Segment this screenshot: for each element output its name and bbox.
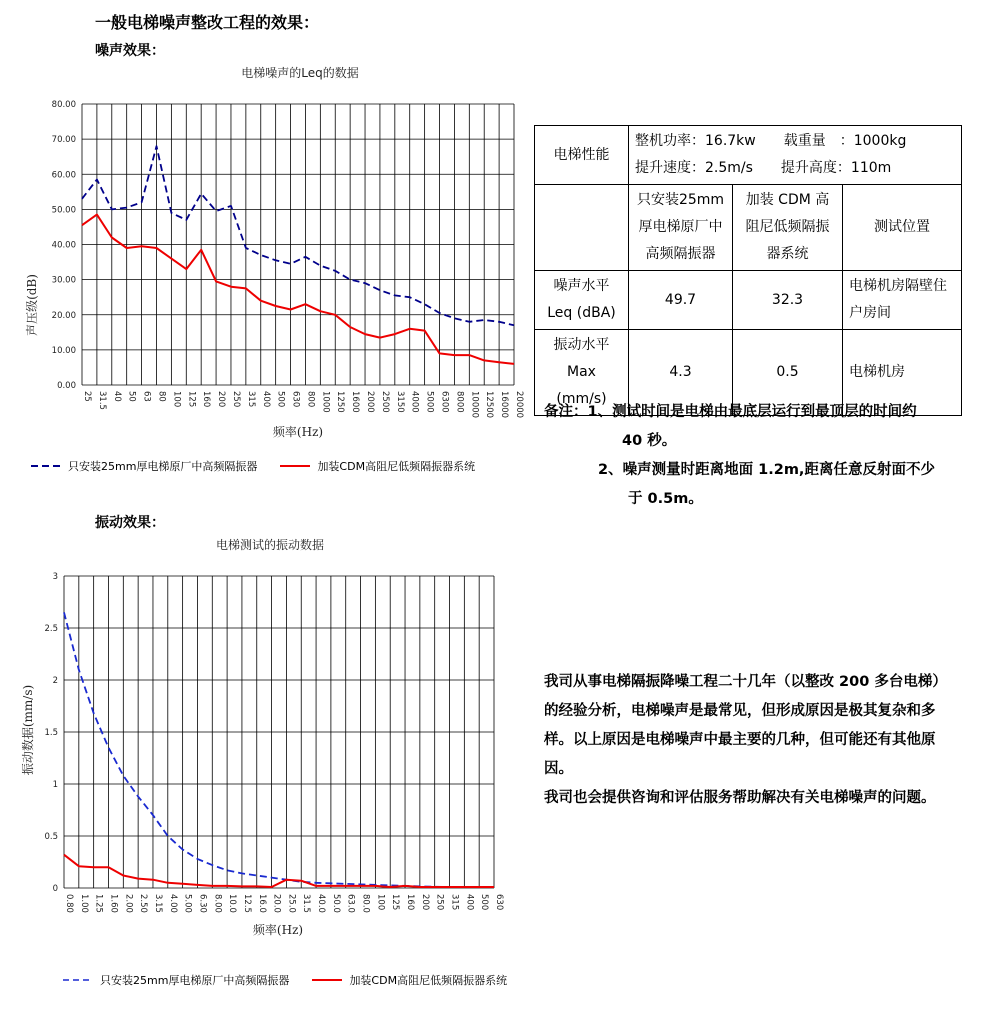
vibration-xtick-label: 20.0 xyxy=(271,894,282,913)
noise-xtick-label: 315 xyxy=(245,391,256,408)
noise-xtick-label: 10000 xyxy=(469,391,480,419)
table-row xyxy=(535,126,962,185)
vibration-xtick-label: 16.0 xyxy=(256,894,267,913)
noise-xtick-label: 630 xyxy=(290,391,301,408)
noise-ytick-label: 50.00 xyxy=(51,205,76,216)
vibration-heading: 振动效果： xyxy=(95,515,165,531)
table-cell: 电梯性能 xyxy=(535,126,629,185)
noise-ytick-label: 60.00 xyxy=(51,170,76,181)
vibration-ytick-label: 1 xyxy=(52,780,58,790)
vibration-ytick-label: 3 xyxy=(52,572,58,582)
table-cell: 0.5 xyxy=(733,330,843,416)
note-line: 备注：1、测试时间是电梯由最底层运行到最顶层的时间约 xyxy=(544,404,917,420)
noise-chart xyxy=(0,80,540,445)
vibration-ytick-label: 0 xyxy=(52,884,58,894)
vibration-xtick-label: 2.50 xyxy=(138,894,149,913)
table-header: 只安装25mm厚电梯原厂中高频隔振器 xyxy=(629,185,733,271)
noise-xtick-label: 2500 xyxy=(379,391,390,413)
noise-ytick-label: 30.00 xyxy=(51,275,76,286)
vibration-xtick-label: 400 xyxy=(464,894,475,911)
vibration-chart-ylabel: 振动数据(mm/s) xyxy=(21,684,35,776)
vibration-series-line-2 xyxy=(64,855,494,887)
vibration-xtick-label: 2.00 xyxy=(123,894,134,913)
vibration-xtick-label: 1.60 xyxy=(108,894,119,913)
noise-xtick-label: 8000 xyxy=(454,391,465,413)
legend-item-original xyxy=(62,972,289,988)
legend-item-cdm xyxy=(311,972,507,988)
vibration-ytick-label: 1.5 xyxy=(44,728,58,738)
noise-ytick-label: 40.00 xyxy=(51,240,76,251)
noise-xtick-label: 500 xyxy=(275,391,286,408)
vibration-xtick-label: 4.00 xyxy=(167,894,178,913)
table-cell: 32.3 xyxy=(733,271,843,330)
vibration-xtick-label: 50.0 xyxy=(330,894,341,913)
notes xyxy=(544,398,984,514)
noise-xtick-label: 125 xyxy=(186,391,197,408)
noise-ytick-label: 20.00 xyxy=(51,310,76,321)
paragraph-text: 我司也会提供咨询和评估服务帮助解决有关电梯噪声的问题。 xyxy=(544,790,936,806)
noise-xtick-label: 63 xyxy=(141,391,152,402)
table-row xyxy=(535,185,962,271)
vibration-ytick-label: 2 xyxy=(52,676,58,686)
noise-xtick-label: 800 xyxy=(305,391,316,408)
vibration-series-line-1 xyxy=(64,612,494,887)
vibration-xtick-label: 125 xyxy=(390,894,401,911)
legend-label-original: 只安装25mm厚电梯原厂中高频隔振器 xyxy=(68,460,258,473)
noise-xtick-label: 1250 xyxy=(335,391,346,413)
noise-series-line-2 xyxy=(82,215,514,364)
noise-xtick-label: 100 xyxy=(171,391,182,408)
spec-line: 提升速度：2.5m/s 提升高度：110m xyxy=(635,160,892,176)
noise-chart-title: 电梯噪声的Leq的数据 xyxy=(241,66,359,80)
vibration-xtick-label: 100 xyxy=(375,894,386,911)
vibration-chart-legend xyxy=(62,972,529,988)
legend-label-cdm: 加装CDM高阻尼低频隔振器系统 xyxy=(349,974,508,987)
paragraph-text: 我司从事电梯隔振降噪工程二十几年（以整改 200 多台电梯）的经验分析，电梯噪声是最常见，但形成原因是极其复杂和多样。以上原因是电梯噪声中最主要的几种，但可能还有其他原因。 xyxy=(544,674,940,777)
legend-item-original xyxy=(30,458,257,474)
vibration-xtick-label: 12.5 xyxy=(241,894,252,913)
noise-ytick-label: 80.00 xyxy=(51,100,76,110)
vibration-xtick-label: 1.25 xyxy=(93,894,104,913)
noise-chart-legend xyxy=(30,458,497,474)
table-cell xyxy=(535,185,629,271)
vibration-xtick-label: 25.0 xyxy=(286,894,297,913)
noise-xtick-label: 12500 xyxy=(484,391,495,419)
noise-xtick-label: 4000 xyxy=(409,391,420,413)
main-heading: 一般电梯噪声整改工程的效果： xyxy=(95,13,320,32)
vibration-xtick-label: 1.00 xyxy=(78,894,89,913)
table-header: 测试位置 xyxy=(843,185,962,271)
vibration-xtick-label: 250 xyxy=(434,894,445,911)
noise-chart-xlabel: 频率(Hz) xyxy=(272,425,324,439)
spec-line: 整机功率：16.7kw 载重量 ：1000kg xyxy=(635,133,907,149)
vibration-chart-title: 电梯测试的振动数据 xyxy=(215,538,324,552)
note-line: 2、噪声测量时距离地面 1.2m,距离任意反射面不少 xyxy=(598,462,935,478)
noise-xtick-label: 160 xyxy=(201,391,212,408)
vibration-xtick-label: 31.5 xyxy=(301,894,312,913)
vibration-chart xyxy=(0,560,520,950)
noise-xtick-label: 1600 xyxy=(350,391,361,413)
noise-series-line-1 xyxy=(82,146,514,325)
noise-chart-ylabel: 声压级(dB) xyxy=(25,274,39,336)
noise-xtick-label: 200 xyxy=(216,391,227,408)
noise-xtick-label: 40 xyxy=(111,391,122,402)
company-paragraph xyxy=(544,668,944,813)
table-cell xyxy=(629,126,962,185)
vibration-xtick-label: 500 xyxy=(479,894,490,911)
vibration-xtick-label: 63.0 xyxy=(345,894,356,913)
noise-xtick-label: 20000 xyxy=(514,391,524,419)
noise-xtick-label: 1000 xyxy=(320,391,331,413)
vibration-xtick-label: 6.30 xyxy=(197,894,208,913)
vibration-xtick-label: 40.0 xyxy=(316,894,327,913)
vibration-xtick-label: 3.15 xyxy=(152,894,163,913)
noise-xtick-label: 25 xyxy=(82,391,92,402)
vibration-xtick-label: 315 xyxy=(449,894,460,911)
vibration-xtick-label: 80.0 xyxy=(360,894,371,913)
legend-label-original: 只安装25mm厚电梯原厂中高频隔振器 xyxy=(100,974,290,987)
noise-xtick-label: 2000 xyxy=(365,391,376,413)
vibration-ytick-label: 2.5 xyxy=(44,624,58,634)
table-cell: 电梯机房隔壁住户房间 xyxy=(843,271,962,330)
vibration-xtick-label: 8.00 xyxy=(212,894,223,913)
note-line: 40 秒。 xyxy=(622,433,677,449)
noise-ytick-label: 70.00 xyxy=(51,135,76,146)
noise-xtick-label: 5000 xyxy=(424,391,435,413)
noise-heading: 噪声效果： xyxy=(95,43,165,59)
noise-xtick-label: 50 xyxy=(126,391,137,402)
legend-label-cdm: 加装CDM高阻尼低频隔振器系统 xyxy=(317,460,476,473)
table-header: 加装 CDM 高阻尼低频隔振器系统 xyxy=(733,185,843,271)
vibration-xtick-label: 160 xyxy=(405,894,416,911)
vibration-xtick-label: 10.0 xyxy=(227,894,238,913)
noise-xtick-label: 6300 xyxy=(439,391,450,413)
vibration-xtick-label: 0.80 xyxy=(64,894,74,913)
noise-xtick-label: 31.5 xyxy=(96,391,107,410)
noise-xtick-label: 80 xyxy=(156,391,167,402)
noise-ytick-label: 10.00 xyxy=(51,345,76,356)
vibration-ytick-label: 0.5 xyxy=(44,832,58,842)
table-cell: 噪声水平 Leq (dBA) xyxy=(535,271,629,330)
table-cell: 49.7 xyxy=(629,271,733,330)
noise-xtick-label: 250 xyxy=(230,391,241,408)
vibration-chart-xlabel: 频率(Hz) xyxy=(252,923,304,937)
legend-item-cdm xyxy=(279,458,475,474)
noise-ytick-label: 0.00 xyxy=(57,381,76,391)
table-cell: 振动水平 Max (mm/s) xyxy=(535,330,629,416)
vibration-xtick-label: 5.00 xyxy=(182,894,193,913)
table-cell: 电梯机房 xyxy=(843,330,962,416)
noise-xtick-label: 16000 xyxy=(499,391,510,419)
table-row xyxy=(535,271,962,330)
noise-xtick-label: 400 xyxy=(260,391,271,408)
note-line: 于 0.5m。 xyxy=(628,491,703,507)
table-cell: 4.3 xyxy=(629,330,733,416)
noise-xtick-label: 3150 xyxy=(394,391,405,413)
vibration-xtick-label: 200 xyxy=(419,894,430,911)
spec-table xyxy=(534,125,962,416)
vibration-xtick-label: 630 xyxy=(494,894,504,911)
